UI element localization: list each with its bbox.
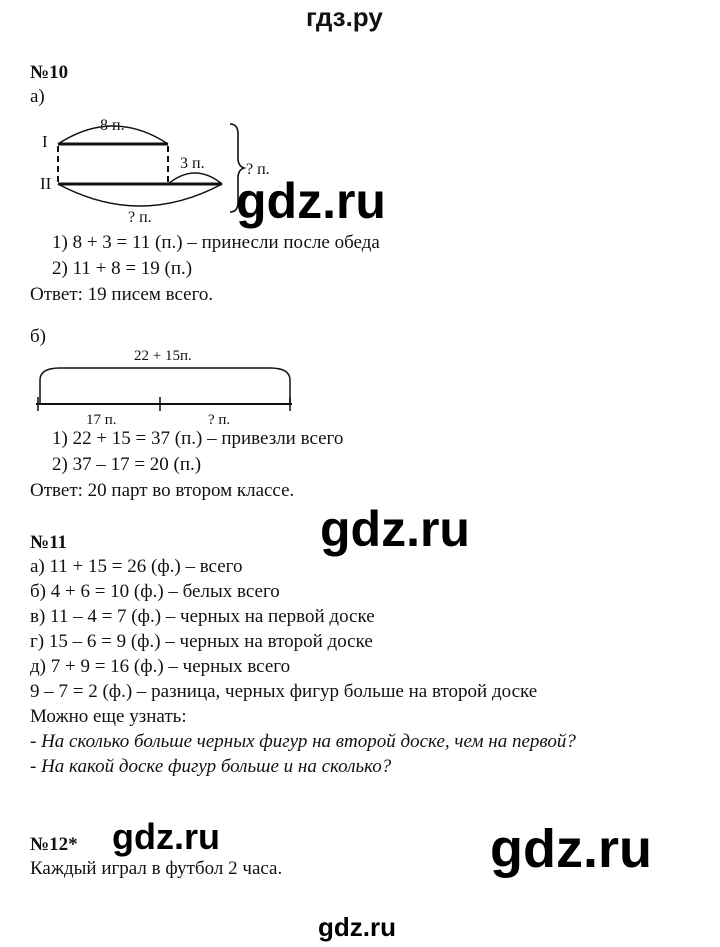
diagram-a-bottom-arc xyxy=(58,184,222,206)
diagram-a-extra-label: 3 п. xyxy=(180,155,205,172)
diagram-b-left-label: 17 п. xyxy=(86,412,117,428)
task-11-line-5: д) 7 + 9 = 16 (ф.) – черных всего xyxy=(30,656,291,677)
task-10a-label: а) xyxy=(30,86,45,107)
diagram-a-brace-label: ? п. xyxy=(246,161,270,178)
watermark: gdz.ru xyxy=(320,501,470,557)
task-12-text: Каждый играл в футбол 2 часа. xyxy=(30,858,283,879)
task-10-number: №10 xyxy=(30,62,69,83)
watermark: gdz.ru xyxy=(490,819,652,879)
task-10b-answer: Ответ: 20 парт во втором классе. xyxy=(30,480,295,501)
diagram-b-top-label: 22 + 15п. xyxy=(134,348,192,364)
task-11-line-4: г) 15 – 6 = 9 (ф.) – черных на второй доске xyxy=(30,631,373,652)
task-11-line-3: в) 11 – 4 = 7 (ф.) – черных на первой доске xyxy=(30,606,375,627)
task-10b-label: б) xyxy=(30,326,46,347)
task-10b-step-2: 2) 37 – 17 = 20 (п.) xyxy=(52,454,202,475)
task-11-question-1: - На сколько больше черных фигур на второй доске, чем на первой? xyxy=(30,731,576,752)
task-10a-answer: Ответ: 19 писем всего. xyxy=(30,284,214,305)
task-11-line-6: 9 – 7 = 2 (ф.) – разница, черных фигур больше на второй доске xyxy=(30,681,538,702)
task-10a-step-2: 2) 11 + 8 = 19 (п.) xyxy=(52,258,193,279)
task-11-number: №11 xyxy=(30,532,68,553)
task-11-line-7: Можно еще узнать: xyxy=(30,706,187,727)
task-11-line-1: а) 11 + 15 = 26 (ф.) – всего xyxy=(30,556,243,577)
task-12-number: №12* xyxy=(30,834,78,855)
diagram-a-extra-arc xyxy=(168,173,222,184)
footer-watermark: gdz.ru xyxy=(318,912,396,942)
task-10a-step-1: 1) 8 + 3 = 11 (п.) – принесли после обеда xyxy=(52,232,380,253)
site-header: гдз.ру xyxy=(306,2,383,32)
diagram-b-top-arc xyxy=(40,368,290,404)
task-11-question-2: - На какой доске фигур больше и на сколько? xyxy=(30,756,392,777)
task-11-line-2: б) 4 + 6 = 10 (ф.) – белых всего xyxy=(30,581,280,602)
task-10b-diagram xyxy=(0,340,320,430)
diagram-a-row1-label: I xyxy=(42,132,48,151)
diagram-a-row2-label: II xyxy=(40,174,52,193)
task-10b-step-1: 1) 22 + 15 = 37 (п.) – привезли всего xyxy=(52,428,344,449)
diagram-a-bottom-label: ? п. xyxy=(128,209,152,226)
watermark: gdz.ru xyxy=(112,816,220,857)
diagram-a-top-label: 8 п. xyxy=(100,117,125,134)
diagram-b-right-label: ? п. xyxy=(208,412,231,428)
watermark: gdz.ru xyxy=(236,173,386,229)
